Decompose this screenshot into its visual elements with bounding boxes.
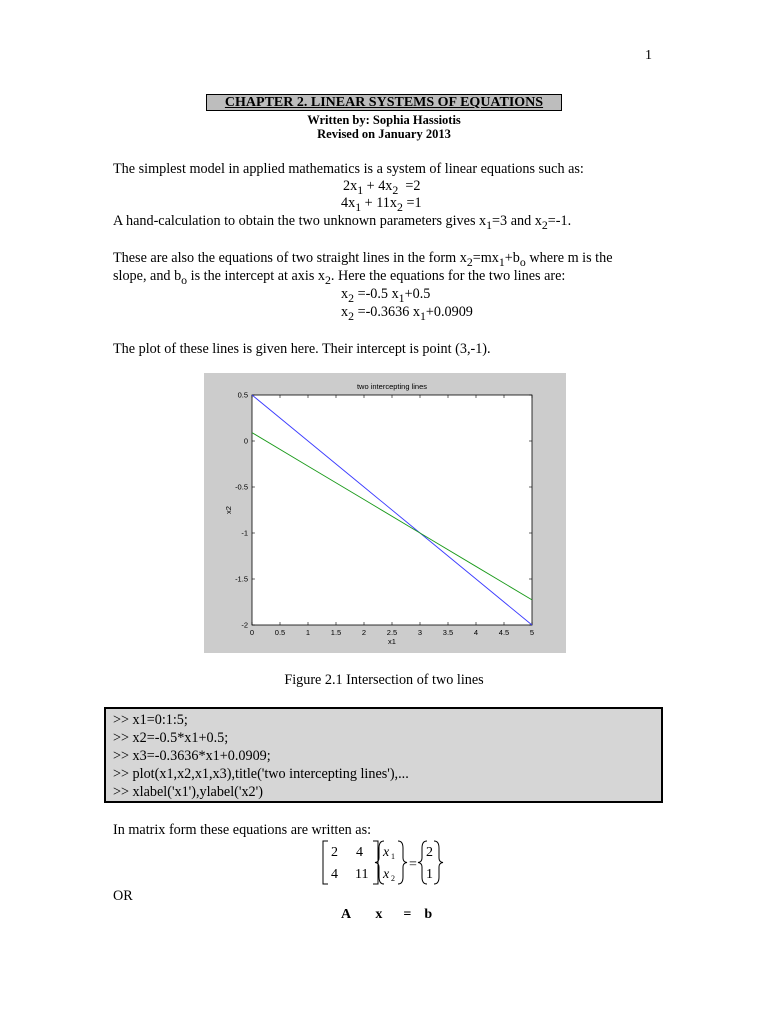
code-line: >> x2=-0.5*x1+0.5; [113, 730, 229, 746]
x-tick-label: 5 [529, 628, 535, 637]
plot-sentence: The plot of these lines is given here. Their intercept is point (3,-1). [113, 341, 491, 357]
author-line: Written by: Sophia Hassiotis [307, 113, 461, 127]
intro-sentence: The simplest model in applied mathematics is a system of linear equations such as: [113, 161, 584, 177]
y-tick-label: -2 [241, 620, 248, 630]
matrix-a-cell: 4 [356, 845, 363, 860]
chapter-title: CHAPTER 2. LINEAR SYSTEMS OF EQUATIONS [206, 94, 562, 111]
lines-paragraph-line-2: slope, and $b_o$ is the intercept at axis $x_2$. Here the equations for the two lines are: [113, 268, 566, 287]
equation-1: $2x_1 + 4x_2 =2$ [343, 178, 421, 197]
y-tick-label: 0.5 [237, 390, 248, 400]
x-tick-label: 0 [249, 628, 255, 637]
symbol-equals: = [403, 907, 412, 922]
symbol-a: A [341, 907, 351, 922]
figure-caption: Figure 2.1 Intersection of two lines [284, 672, 484, 688]
matrix-intro: In matrix form these equations are written as: [113, 822, 372, 838]
vector-x-brace-right [398, 841, 407, 884]
matrix-a-bracket-left [323, 841, 328, 884]
code-line: >> xlabel('x1'),ylabel('x2') [113, 784, 263, 800]
or-text: OR [113, 888, 133, 904]
vector-b-cell: 2 [426, 845, 433, 860]
matrix-a-cell: 11 [355, 867, 369, 882]
vector-x-cell: x [383, 845, 390, 860]
matrix-equation [318, 838, 448, 893]
page-number: 1 [645, 48, 652, 63]
equation-2: $4x_1 + 11x_2 =1$ [341, 195, 422, 214]
y-tick-label: 0 [243, 436, 248, 446]
line-equation-a: $x_2 =-0.5$ $x_1+0.5$ [341, 286, 431, 305]
x-tick-label: 1 [305, 628, 311, 637]
vector-x-subscript: 2 [391, 874, 395, 883]
lines-paragraph-line-1: These are also the equations of two straight lines in the form $x_2=mx_1+b_o$ where m is the [113, 250, 613, 269]
x-tick-label: 2 [361, 628, 367, 637]
line-chart [204, 373, 566, 653]
vector-b-cell: 1 [426, 867, 433, 882]
matrix-a-cell: 4 [331, 867, 338, 882]
x-tick-label: 4.5 [498, 628, 510, 637]
x-tick-label: 3 [417, 628, 423, 637]
line-equation-b: $x_2 =-0.3636$ $x_1+0.0909$ [341, 304, 473, 323]
x-tick-label: 3.5 [442, 628, 454, 637]
code-listing [104, 707, 663, 803]
symbolic-equation [341, 906, 432, 923]
chart-title: two intercepting lines [356, 382, 428, 391]
hand-calculation-line: A hand-calculation to obtain the two unknown parameters gives $x_1=3$ and $x_2=-1$. [113, 213, 572, 232]
code-line: >> plot(x1,x2,x1,x3),title('two intercepting lines'),... [113, 766, 409, 782]
x-tick-label: 1.5 [330, 628, 342, 637]
figure-2-1 [204, 373, 566, 653]
y-axis-label: x2 [224, 506, 233, 514]
vector-b-brace-right [434, 841, 443, 884]
x-tick-label: 0.5 [274, 628, 286, 637]
equals-sign: = [409, 857, 417, 872]
symbol-b: b [424, 907, 433, 922]
code-line: >> x3=-0.3636*x1+0.0909; [113, 748, 271, 764]
symbol-x: x [375, 907, 383, 922]
x-tick-label: 2.5 [386, 628, 398, 637]
vector-x-subscript: 1 [391, 852, 395, 861]
code-line: >> x1=0:1:5; [113, 712, 188, 728]
y-tick-label: -1 [241, 528, 248, 538]
revised-line: Revised on January 2013 [317, 127, 451, 141]
y-tick-label: -0.5 [235, 482, 248, 492]
vector-x-cell: x [383, 867, 390, 882]
y-tick-label: -1.5 [235, 574, 248, 584]
matrix-a-cell: 2 [331, 845, 338, 860]
x-axis-label: x1 [388, 637, 396, 646]
x-tick-label: 4 [473, 628, 479, 637]
